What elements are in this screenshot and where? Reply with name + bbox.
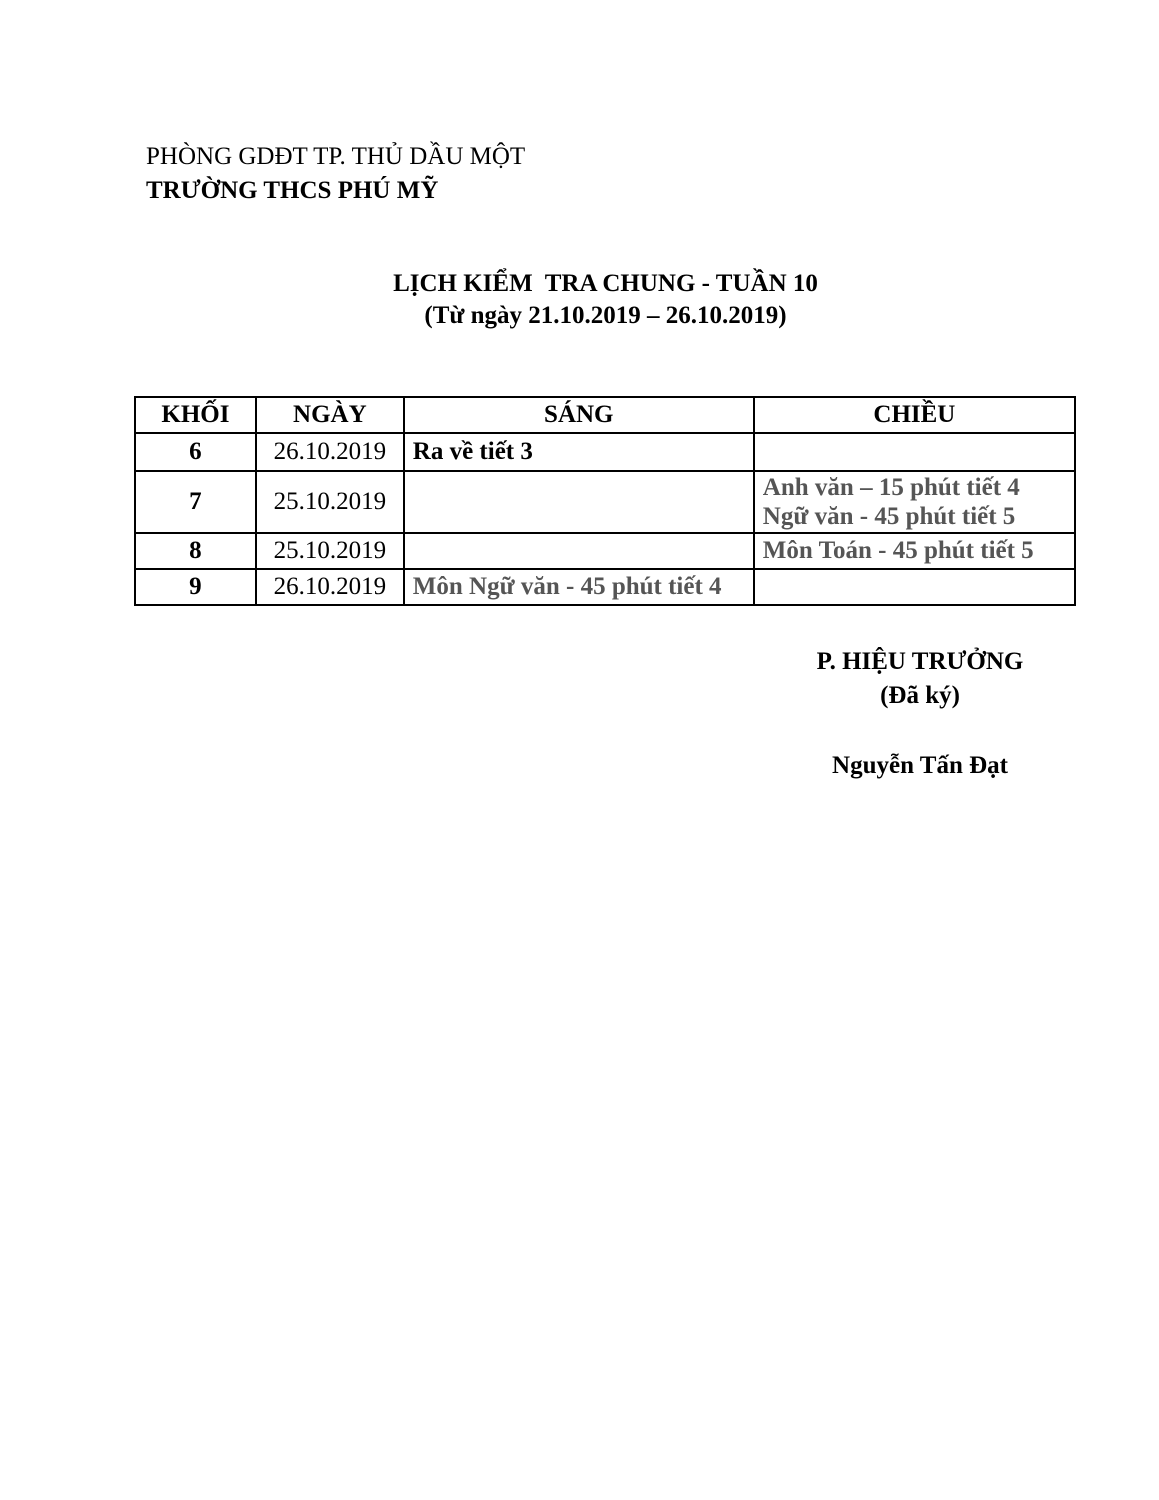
header-khoi: KHỐI [135, 397, 256, 433]
cell-chieu [754, 471, 1075, 533]
header-ngay: NGÀY [256, 397, 404, 433]
table-row [135, 433, 1075, 471]
chieu-line: Ngữ văn - 45 phút tiết 5 [762, 503, 1016, 530]
signer-name: Nguyễn Tấn Đạt [832, 752, 1008, 779]
department-name: PHÒNG GDĐT TP. THỦ DẦU MỘT [146, 143, 526, 170]
table-row [135, 471, 1075, 533]
cell-khoi: 7 [135, 471, 256, 533]
cell-chieu [754, 569, 1075, 605]
signed-status: (Đã ký) [880, 682, 960, 709]
header-chieu: CHIỀU [754, 397, 1075, 433]
title-date-range: (Từ ngày 21.10.2019 – 26.10.2019) [424, 302, 787, 329]
cell-khoi: 8 [135, 533, 256, 569]
cell-khoi: 9 [135, 569, 256, 605]
title-main: LỊCH KIỂM TRA CHUNG - TUẦN 10 [393, 270, 818, 297]
signer-title: P. HIỆU TRƯỞNG [816, 648, 1024, 675]
org-header [146, 140, 525, 208]
school-name: TRƯỜNG THCS PHÚ MỸ [146, 177, 439, 204]
document-title [0, 268, 1159, 332]
exam-schedule-table [134, 396, 1076, 606]
cell-sang: Ra về tiết 3 [404, 433, 754, 471]
cell-ngay: 25.10.2019 [256, 533, 404, 569]
cell-sang [404, 533, 754, 569]
cell-chieu: Môn Toán - 45 phút tiết 5 [754, 533, 1075, 569]
header-sang: SÁNG [404, 397, 754, 433]
cell-sang [404, 471, 754, 533]
cell-sang: Môn Ngữ văn - 45 phút tiết 4 [404, 569, 754, 605]
chieu-line: Anh văn – 15 phút tiết 4 [762, 474, 1020, 501]
cell-ngay: 26.10.2019 [256, 569, 404, 605]
signature-block [780, 645, 1060, 783]
cell-ngay: 26.10.2019 [256, 433, 404, 471]
cell-ngay: 25.10.2019 [256, 471, 404, 533]
table-row [135, 533, 1075, 569]
cell-chieu [754, 433, 1075, 471]
cell-khoi: 6 [135, 433, 256, 471]
table-row [135, 569, 1075, 605]
table-header-row [135, 397, 1075, 433]
